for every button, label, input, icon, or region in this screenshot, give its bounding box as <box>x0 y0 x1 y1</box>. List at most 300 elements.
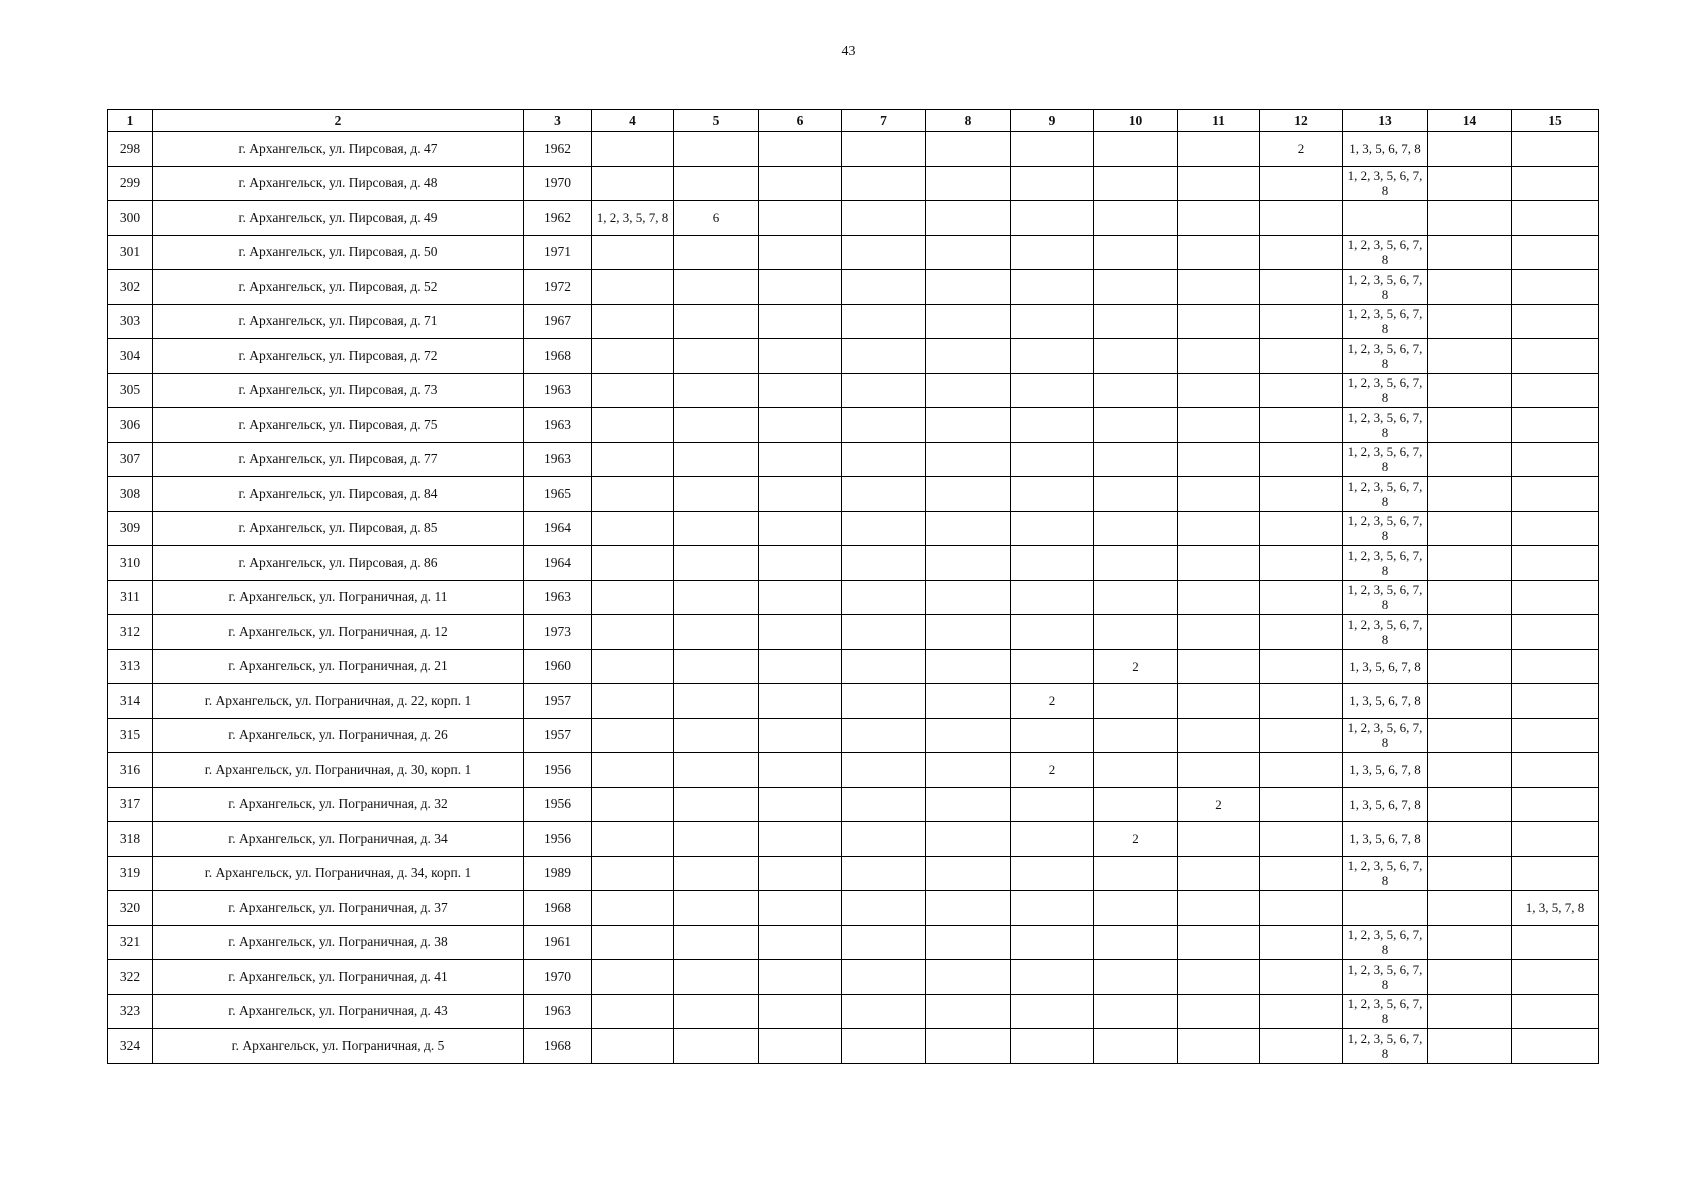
table-cell <box>1178 235 1260 270</box>
year-cell: 1972 <box>524 270 592 305</box>
table-row <box>108 132 1599 167</box>
table-cell <box>1343 891 1428 926</box>
table-cell <box>1094 891 1178 926</box>
table-cell: 1, 2, 3, 5, 6, 7, 8 <box>1343 1029 1428 1064</box>
table-row <box>108 270 1599 305</box>
table-cell <box>759 615 842 650</box>
table-cell <box>1260 339 1343 374</box>
page-number: 43 <box>841 44 856 59</box>
table-row <box>108 649 1599 684</box>
table-cell <box>842 442 926 477</box>
table-cell: 1, 2, 3, 5, 6, 7, 8 <box>1343 856 1428 891</box>
address-cell: г. Архангельск, ул. Пограничная, д. 26 <box>153 718 524 753</box>
table-cell <box>674 615 759 650</box>
table-cell <box>674 856 759 891</box>
table-cell <box>1011 925 1094 960</box>
table-cell <box>1260 718 1343 753</box>
table-cell <box>759 132 842 167</box>
table-cell: 1, 3, 5, 6, 7, 8 <box>1343 649 1428 684</box>
row-number: 315 <box>108 718 153 753</box>
table-cell <box>1512 856 1599 891</box>
table-cell <box>674 477 759 512</box>
table-cell <box>759 235 842 270</box>
table-cell <box>759 787 842 822</box>
table-cell <box>1011 891 1094 926</box>
table-cell <box>759 201 842 236</box>
table-cell <box>1260 753 1343 788</box>
year-cell: 1956 <box>524 787 592 822</box>
table-cell <box>926 615 1011 650</box>
table-cell <box>759 1029 842 1064</box>
address-cell: г. Архангельск, ул. Пограничная, д. 32 <box>153 787 524 822</box>
table-cell <box>1260 270 1343 305</box>
table-cell <box>1512 132 1599 167</box>
table-cell <box>759 994 842 1029</box>
table-cell <box>592 339 674 374</box>
table-cell <box>1094 684 1178 719</box>
table-cell <box>842 511 926 546</box>
row-number: 301 <box>108 235 153 270</box>
table-cell <box>1011 373 1094 408</box>
table-cell: 1, 3, 5, 7, 8 <box>1512 891 1599 926</box>
table-row <box>108 511 1599 546</box>
table-cell <box>592 753 674 788</box>
table-cell <box>1011 477 1094 512</box>
column-header-1: 1 <box>108 110 153 132</box>
table-cell <box>1428 442 1512 477</box>
row-number: 312 <box>108 615 153 650</box>
row-number: 310 <box>108 546 153 581</box>
table-cell <box>592 580 674 615</box>
table-cell <box>592 891 674 926</box>
table-row <box>108 925 1599 960</box>
table-cell <box>1178 891 1260 926</box>
table-cell <box>1428 718 1512 753</box>
table-cell <box>674 925 759 960</box>
table-cell <box>1094 615 1178 650</box>
table-cell <box>674 684 759 719</box>
table-cell: 1, 2, 3, 5, 6, 7, 8 <box>1343 511 1428 546</box>
table-cell <box>1094 132 1178 167</box>
table-cell <box>1428 960 1512 995</box>
table-cell <box>674 787 759 822</box>
table-cell <box>1512 649 1599 684</box>
table-row <box>108 304 1599 339</box>
table-cell <box>926 201 1011 236</box>
table-cell <box>592 270 674 305</box>
table-cell <box>1094 442 1178 477</box>
table-cell <box>926 235 1011 270</box>
table-cell <box>674 718 759 753</box>
table-row <box>108 994 1599 1029</box>
table-cell <box>592 822 674 857</box>
table-cell <box>1260 511 1343 546</box>
table-cell <box>1178 442 1260 477</box>
table-cell <box>926 925 1011 960</box>
year-cell: 1971 <box>524 235 592 270</box>
address-cell: г. Архангельск, ул. Пограничная, д. 41 <box>153 960 524 995</box>
table-cell <box>1428 580 1512 615</box>
table-cell <box>926 960 1011 995</box>
table-cell: 1, 2, 3, 5, 6, 7, 8 <box>1343 580 1428 615</box>
table-cell <box>1011 511 1094 546</box>
table-row <box>108 477 1599 512</box>
table-cell <box>1011 856 1094 891</box>
table-cell <box>842 580 926 615</box>
table-row <box>108 960 1599 995</box>
table-body <box>108 132 1599 1064</box>
year-cell: 1968 <box>524 891 592 926</box>
table-cell <box>759 304 842 339</box>
table-cell <box>759 511 842 546</box>
table-row <box>108 891 1599 926</box>
table-cell <box>1512 753 1599 788</box>
column-header-11: 11 <box>1178 110 1260 132</box>
row-number: 311 <box>108 580 153 615</box>
table-cell <box>926 408 1011 443</box>
table-cell <box>1178 511 1260 546</box>
row-number: 321 <box>108 925 153 960</box>
table-cell <box>1428 856 1512 891</box>
column-header-6: 6 <box>759 110 842 132</box>
table-cell <box>1178 649 1260 684</box>
row-number: 324 <box>108 1029 153 1064</box>
table-cell <box>1011 201 1094 236</box>
table-cell <box>592 615 674 650</box>
address-cell: г. Архангельск, ул. Пограничная, д. 34, корп. 1 <box>153 856 524 891</box>
table-cell: 1, 2, 3, 5, 6, 7, 8 <box>1343 925 1428 960</box>
address-cell: г. Архангельск, ул. Пограничная, д. 11 <box>153 580 524 615</box>
table-cell: 1, 2, 3, 5, 6, 7, 8 <box>1343 408 1428 443</box>
table-cell <box>1260 408 1343 443</box>
table-cell <box>1260 960 1343 995</box>
table-cell: 1, 2, 3, 5, 6, 7, 8 <box>1343 994 1428 1029</box>
year-cell: 1967 <box>524 304 592 339</box>
year-cell: 1963 <box>524 994 592 1029</box>
table-cell: 1, 2, 3, 5, 6, 7, 8 <box>1343 477 1428 512</box>
table-cell <box>674 132 759 167</box>
table-cell <box>1011 442 1094 477</box>
table-cell <box>926 580 1011 615</box>
table-cell <box>1011 166 1094 201</box>
table-cell <box>1512 166 1599 201</box>
year-cell: 1963 <box>524 373 592 408</box>
column-header-8: 8 <box>926 110 1011 132</box>
table-cell <box>759 684 842 719</box>
table-cell <box>1178 270 1260 305</box>
table-cell <box>842 891 926 926</box>
table-cell <box>1178 960 1260 995</box>
table-cell <box>674 1029 759 1064</box>
table-cell <box>1512 201 1599 236</box>
table-cell <box>842 546 926 581</box>
table-cell <box>1428 994 1512 1029</box>
table-cell <box>1094 925 1178 960</box>
table-cell: 1, 2, 3, 5, 6, 7, 8 <box>1343 615 1428 650</box>
table-cell <box>1260 891 1343 926</box>
address-cell: г. Архангельск, ул. Пирсовая, д. 49 <box>153 201 524 236</box>
table-cell <box>674 960 759 995</box>
table-cell: 1, 3, 5, 6, 7, 8 <box>1343 132 1428 167</box>
table-cell <box>842 753 926 788</box>
table-cell <box>1094 270 1178 305</box>
year-cell: 1973 <box>524 615 592 650</box>
table-cell <box>1428 787 1512 822</box>
address-cell: г. Архангельск, ул. Пограничная, д. 34 <box>153 822 524 857</box>
table-cell <box>1512 718 1599 753</box>
column-header-10: 10 <box>1094 110 1178 132</box>
table-cell <box>1428 408 1512 443</box>
row-number: 298 <box>108 132 153 167</box>
table-cell: 1, 2, 3, 5, 6, 7, 8 <box>1343 304 1428 339</box>
table-cell <box>674 270 759 305</box>
table-cell <box>674 753 759 788</box>
table-cell <box>1428 649 1512 684</box>
address-cell: г. Архангельск, ул. Пирсовая, д. 48 <box>153 166 524 201</box>
table-cell <box>1428 684 1512 719</box>
table-cell <box>1260 856 1343 891</box>
year-cell: 1968 <box>524 339 592 374</box>
table-cell <box>592 442 674 477</box>
table-cell <box>1178 994 1260 1029</box>
table-cell <box>1343 201 1428 236</box>
table-cell <box>1260 787 1343 822</box>
table-cell <box>926 1029 1011 1064</box>
row-number: 300 <box>108 201 153 236</box>
row-number: 304 <box>108 339 153 374</box>
table-cell <box>592 994 674 1029</box>
table-cell <box>674 580 759 615</box>
table-cell <box>1260 615 1343 650</box>
table-cell <box>1011 994 1094 1029</box>
table-cell <box>1428 477 1512 512</box>
address-cell: г. Архангельск, ул. Пирсовая, д. 50 <box>153 235 524 270</box>
table-cell <box>842 684 926 719</box>
table-cell <box>842 132 926 167</box>
column-header-7: 7 <box>842 110 926 132</box>
table-cell <box>926 994 1011 1029</box>
table-cell <box>674 649 759 684</box>
table-cell <box>759 856 842 891</box>
table-cell: 1, 2, 3, 5, 6, 7, 8 <box>1343 235 1428 270</box>
table-cell <box>674 822 759 857</box>
table-cell: 2 <box>1094 822 1178 857</box>
table-row <box>108 442 1599 477</box>
year-cell: 1970 <box>524 166 592 201</box>
table-cell <box>1428 201 1512 236</box>
table-cell <box>674 511 759 546</box>
row-number: 318 <box>108 822 153 857</box>
table-cell <box>759 166 842 201</box>
table-cell <box>1512 408 1599 443</box>
table-cell <box>1094 166 1178 201</box>
row-number: 317 <box>108 787 153 822</box>
table-cell <box>1178 408 1260 443</box>
table-cell <box>1260 373 1343 408</box>
row-number: 309 <box>108 511 153 546</box>
table-cell <box>1178 373 1260 408</box>
table-cell <box>1260 649 1343 684</box>
year-cell: 1963 <box>524 580 592 615</box>
table-cell <box>759 408 842 443</box>
column-header-12: 12 <box>1260 110 1343 132</box>
row-number: 314 <box>108 684 153 719</box>
table-cell: 1, 3, 5, 6, 7, 8 <box>1343 822 1428 857</box>
table-cell <box>1094 994 1178 1029</box>
table-cell: 1, 2, 3, 5, 6, 7, 8 <box>1343 960 1428 995</box>
table-cell <box>842 304 926 339</box>
table-cell <box>592 132 674 167</box>
table-cell <box>592 304 674 339</box>
year-cell: 1989 <box>524 856 592 891</box>
table-cell <box>592 166 674 201</box>
table-cell <box>1178 304 1260 339</box>
header-row <box>108 110 1599 132</box>
table-cell <box>592 856 674 891</box>
table-cell <box>1178 684 1260 719</box>
year-cell: 1963 <box>524 408 592 443</box>
column-header-9: 9 <box>1011 110 1094 132</box>
row-number: 302 <box>108 270 153 305</box>
table-cell <box>1094 787 1178 822</box>
table-cell <box>1428 891 1512 926</box>
address-cell: г. Архангельск, ул. Пирсовая, д. 85 <box>153 511 524 546</box>
register-table <box>107 109 1599 1064</box>
table-cell <box>1428 270 1512 305</box>
table-cell <box>842 477 926 512</box>
table-cell <box>1428 304 1512 339</box>
table-cell: 1, 2, 3, 5, 6, 7, 8 <box>1343 718 1428 753</box>
address-cell: г. Архангельск, ул. Пограничная, д. 43 <box>153 994 524 1029</box>
table-cell <box>1428 511 1512 546</box>
address-cell: г. Архангельск, ул. Пирсовая, д. 71 <box>153 304 524 339</box>
table-row <box>108 1029 1599 1064</box>
year-cell: 1963 <box>524 442 592 477</box>
table-row <box>108 718 1599 753</box>
table-cell <box>592 477 674 512</box>
table-cell <box>842 994 926 1029</box>
address-cell: г. Архангельск, ул. Пограничная, д. 38 <box>153 925 524 960</box>
table-cell <box>1094 1029 1178 1064</box>
table-cell <box>842 270 926 305</box>
table-cell <box>1512 477 1599 512</box>
table-cell <box>1011 960 1094 995</box>
table-cell <box>926 891 1011 926</box>
table-cell: 1, 3, 5, 6, 7, 8 <box>1343 684 1428 719</box>
table-cell <box>674 408 759 443</box>
table-cell <box>1512 960 1599 995</box>
table-cell: 2 <box>1260 132 1343 167</box>
table-cell <box>1428 373 1512 408</box>
table-cell <box>842 373 926 408</box>
table-cell <box>1428 339 1512 374</box>
table-cell <box>842 408 926 443</box>
table-cell <box>592 960 674 995</box>
table-cell <box>1512 822 1599 857</box>
table-row <box>108 787 1599 822</box>
table-cell <box>1094 477 1178 512</box>
table-cell <box>1260 1029 1343 1064</box>
table-cell <box>674 304 759 339</box>
table-cell <box>592 718 674 753</box>
table-cell <box>1512 546 1599 581</box>
address-cell: г. Архангельск, ул. Пограничная, д. 12 <box>153 615 524 650</box>
table-cell <box>842 235 926 270</box>
table-cell <box>1512 684 1599 719</box>
table-cell <box>1260 477 1343 512</box>
row-number: 320 <box>108 891 153 926</box>
table-cell <box>592 1029 674 1064</box>
table-cell: 1, 2, 3, 5, 6, 7, 8 <box>1343 442 1428 477</box>
table-cell <box>759 960 842 995</box>
table-cell: 1, 2, 3, 5, 6, 7, 8 <box>1343 166 1428 201</box>
table-cell <box>842 925 926 960</box>
table-cell <box>1428 925 1512 960</box>
table-cell <box>1011 408 1094 443</box>
table-cell <box>759 718 842 753</box>
table-cell <box>1178 1029 1260 1064</box>
table-cell <box>842 822 926 857</box>
table-cell <box>842 960 926 995</box>
table-cell <box>592 649 674 684</box>
table-cell <box>592 546 674 581</box>
table-cell <box>759 546 842 581</box>
table-cell <box>842 166 926 201</box>
address-cell: г. Архангельск, ул. Пирсовая, д. 77 <box>153 442 524 477</box>
table-cell <box>1011 339 1094 374</box>
table-cell <box>926 339 1011 374</box>
year-cell: 1957 <box>524 684 592 719</box>
address-cell: г. Архангельск, ул. Пирсовая, д. 47 <box>153 132 524 167</box>
year-cell: 1956 <box>524 753 592 788</box>
table-cell <box>674 235 759 270</box>
table-row <box>108 373 1599 408</box>
table-cell <box>1260 201 1343 236</box>
row-number: 305 <box>108 373 153 408</box>
table-cell <box>842 856 926 891</box>
table-cell <box>1011 270 1094 305</box>
year-cell: 1960 <box>524 649 592 684</box>
table-cell <box>1178 477 1260 512</box>
table-cell <box>1011 235 1094 270</box>
table-cell <box>1011 718 1094 753</box>
table-cell <box>592 408 674 443</box>
table-cell <box>1260 925 1343 960</box>
table-cell <box>1428 1029 1512 1064</box>
table-cell <box>926 304 1011 339</box>
table-cell <box>1178 856 1260 891</box>
column-header-14: 14 <box>1428 110 1512 132</box>
table-cell <box>926 787 1011 822</box>
year-cell: 1964 <box>524 511 592 546</box>
table-cell <box>1011 787 1094 822</box>
year-cell: 1962 <box>524 201 592 236</box>
address-cell: г. Архангельск, ул. Пограничная, д. 21 <box>153 649 524 684</box>
table-cell: 1, 2, 3, 5, 6, 7, 8 <box>1343 270 1428 305</box>
row-number: 322 <box>108 960 153 995</box>
table-row <box>108 339 1599 374</box>
table-cell: 1, 3, 5, 6, 7, 8 <box>1343 753 1428 788</box>
table-cell <box>1512 270 1599 305</box>
table-cell <box>842 1029 926 1064</box>
column-header-2: 2 <box>153 110 524 132</box>
table-cell <box>1011 822 1094 857</box>
table-cell <box>1011 132 1094 167</box>
table-cell <box>1178 546 1260 581</box>
year-cell: 1957 <box>524 718 592 753</box>
address-cell: г. Архангельск, ул. Пограничная, д. 5 <box>153 1029 524 1064</box>
table-cell <box>1094 580 1178 615</box>
